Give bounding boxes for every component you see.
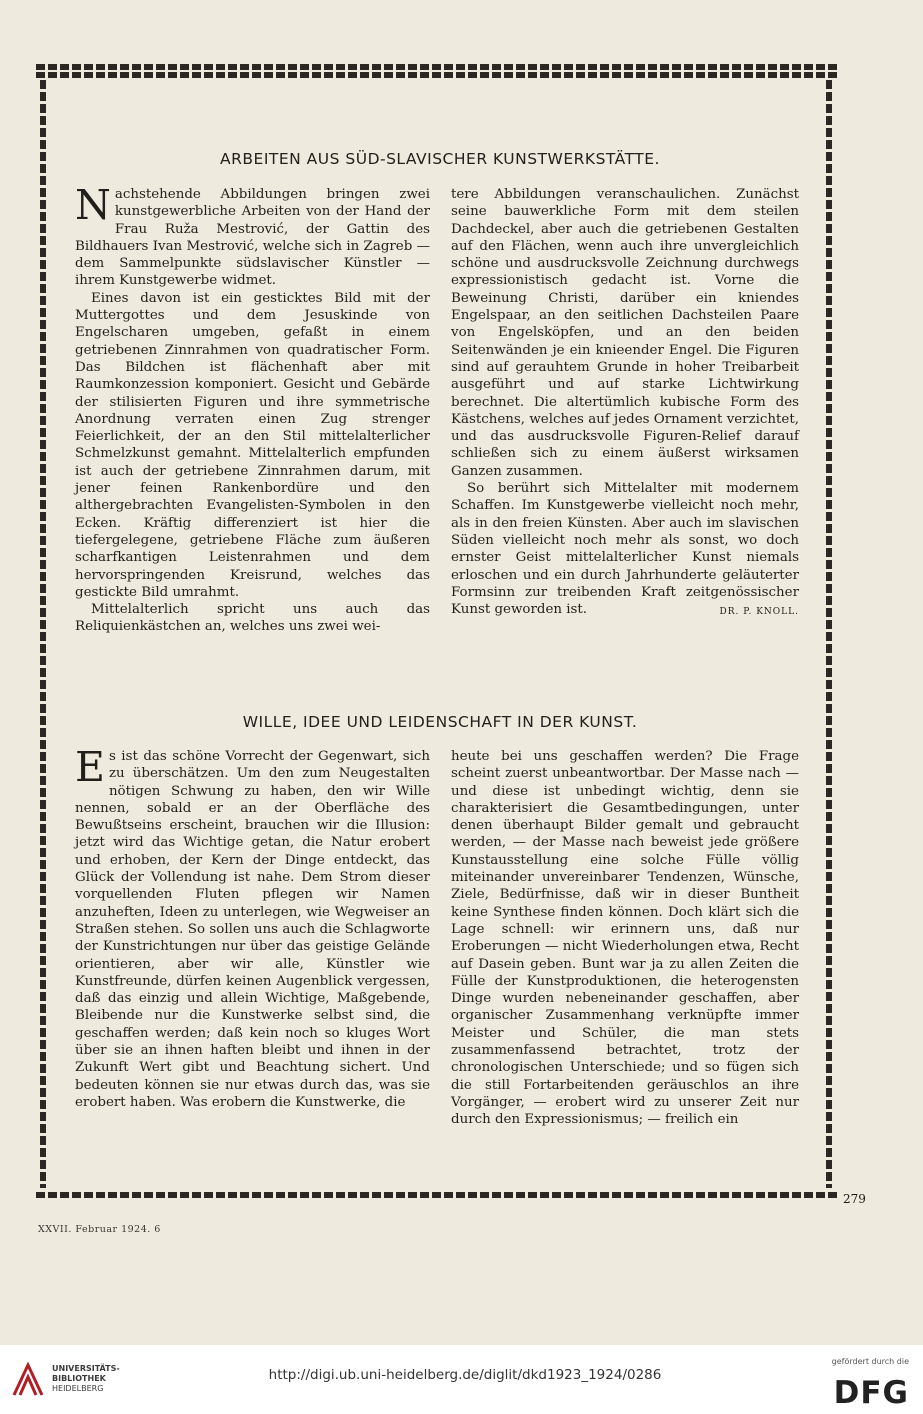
ornamental-border-left [40,80,46,1188]
drop-cap: E [75,743,105,791]
author-signature: DR. P. KNOLL. [719,607,799,618]
paragraph: Eines davon ist ein gesticktes Bild mit der Muttergottes und dem Jesuskinde von Engelscharen umgeben, gefaßt in einem getriebenen Zinnrahmen von quadratischer Form. Das Bildchen ist flächenhaft aber mit Raumkonzession komponiert. Gesicht und Gebärde der stilisierten Figuren und ihre symmetrische Anordnung verraten einen Zug strenger Feierlichkeit, der an den Stil mittelalterlicher Schmelzkunst gemahnt. Mittelalterlich empfunden ist auch der getriebene Zinnrahmen darum, mit jener feinen Rankenbordüre und den althergebrachten Evangelisten-Symbolen in den Ecken. Kräftig differenziert ist hier die tiefergelegene, getriebene Fläche zum äußeren scharfkantigen Leistenrahmen und dem hervorspringenden Kreisrund, welches das gestickte Bild umrahmt. [75,290,430,600]
page-number: 279 [843,1192,866,1206]
ornamental-border-right [826,80,832,1188]
ornamental-border-bottom [36,1192,838,1198]
drop-cap: N [75,181,111,229]
paragraph: achstehende Abbildungen bringen zwei kunstgewerbliche Arbeiten von der Hand der Frau Ruža Mestrović, der Gattin des Bildhauers Ivan Mestrović, welche sich in Zagreb — dem Sammelpunkte südslavischer Künstler — ihrem Kunstgewerbe widmet. [75,187,430,289]
issue-line: XXVII. Februar 1924. 6 [38,1224,161,1235]
article2-column-right [451,748,799,1129]
library-name: UNIVERSITÄTS- BIBLIOTHEK HEIDELBERG [52,1364,120,1393]
permalink[interactable]: http://digi.ub.uni-heidelberg.de/diglit/dkd1923_1924/0286 [268,1367,662,1383]
article1-column-left [75,181,430,636]
ornamental-border-top-inner [36,72,838,78]
paragraph: heute bei uns geschaffen werden? Die Frage scheint zuerst unbeantwortbar. Der Masse nach — und diese ist unbedingt wichtig, denn sie charakterisiert die Gesamtbedingungen, unter denen überhaupt Bilder gemalt und gebraucht werden, — der Masse nach beweist jede größere Kunstausstellung eine solche Fülle völlig miteinander unvereinbarer Tendenzen, Wünsche, Ziele, Bedürfnisse, daß wir in dieser Buntheit keine Synthese finden können. Doch klärt sich die Lage schnell: wir erinnern uns, daß nur Eroberungen — nicht Wiederholungen etwa, Recht auf Dasein geben. Bunt war ja zu allen Zeiten die Fülle der Kunstproduktionen, die heterogensten Dinge wurden nebeneinander geschaffen, aber organischer Zusammenhang verknüpfte immer Meister und Schüler, die man stets zusammenfassend betrachtet, trotz der chronologischen Unterschiede; und so fügen sich die still Fortarbeitenden geräuschlos an ihre Vorgänger, — erobert wird zu unserer Zeit nur durch den Expressionismus; — freilich ein [451,749,799,1128]
article2-column-left [75,743,430,1111]
article-title-2: WILLE, IDEE UND LEIDENSCHAFT IN DER KUNST. [242,713,638,731]
paragraph: Mittelalterlich spricht uns auch das Reliquienkästchen an, welches uns zwei wei- [75,602,430,635]
paragraph: tere Abbildungen veranschaulichen. Zunächst seine bauwerkliche Form mit dem steilen Dachdeckel, aber auch die getriebenen Gestalten auf den Flächen, wenn auch ihre unvergleichlich schöne und ausdrucksvolle Zeichnung durchwegs expressionistisch gedacht ist. Vorne die Beweinung Christi, darüber ein kniendes Engelspaar, an den seitlichen Dachsteilen Paare von Engelsköpfen, und an den beiden Seitenwänden je ein knieender Engel. Die Figuren sind auf gerauhtem Grunde in hoher Treibarbeit ausgeführt und auf starke Lichtwirkung berechnet. Die altertümlich kubische Form des Kästchens, welches auf jedes Ornament verzichtet, und das ausdrucksvolle Figuren-Relief darauf schließen sich zu einem äußerst wirksamen Ganzen zusammen. [451,187,799,479]
article-title-1: ARBEITEN AUS SÜD-SLAVISCHER KUNSTWERKSTÄTTE. [220,150,660,168]
article1-column-right [451,186,799,621]
university-library-logo-icon [10,1359,46,1399]
paragraph: s ist das schöne Vorrecht der Gegenwart, sich zu überschätzen. Um den zum Neugestalten nötigen Schwung zu haben, den wir Wille nennen, sobald er an der Oberfläche des Bewußtseins erscheint, brauchen wir die Illusion: jetzt wird das Wichtige getan, die Natur erobert und erhoben, der Kern der Dinge entdeckt, das Glück der Vollendung ist nahe. Dem Strom dieser vorquellenden Fluten pflegen wir Namen anzuheften, Ideen zu unterlegen, wie Wegweiser an Straßen stehen. So sollen uns auch die Schlagworte der Kunstrichtungen nur über das geistige Gelände orientieren, aber wir alle, Künstler wie Kunstfreunde, dürfen keinen Augenblick vergessen, daß das einzig und allein Wichtige, Maßgebende, Bleibende nur die Kunstwerke selbst sind, die geschaffen werden; daß kein noch so kluges Wort über sie an ihnen haften bleibt und ihnen in der Zukunft Wert gibt und Beachtung sichert. Und bedeuten können sie nur etwas durch das, was sie erobert haben. Was erobern die Kunstwerke, die [75,749,430,1110]
digitization-footer [0,1345,923,1414]
dfg-logo: DFG [833,1375,909,1411]
funded-by-label: gefördert durch die [831,1357,909,1366]
paragraph: So berührt sich Mittelalter mit modernem Schaffen. Im Kunstgewerbe vielleicht noch mehr, als in den freien Künsten. Aber auch im slavischen Süden vielleicht noch mehr als sonst, wo doch ernster Geist mittelalterlicher Kunst niemals erloschen und ein durch Jahrhunderte geläuterter Formsinn zur treibenden Kraft zeitgenössischer Kunst geworden ist. [451,481,799,618]
ornamental-border-top [36,64,838,70]
